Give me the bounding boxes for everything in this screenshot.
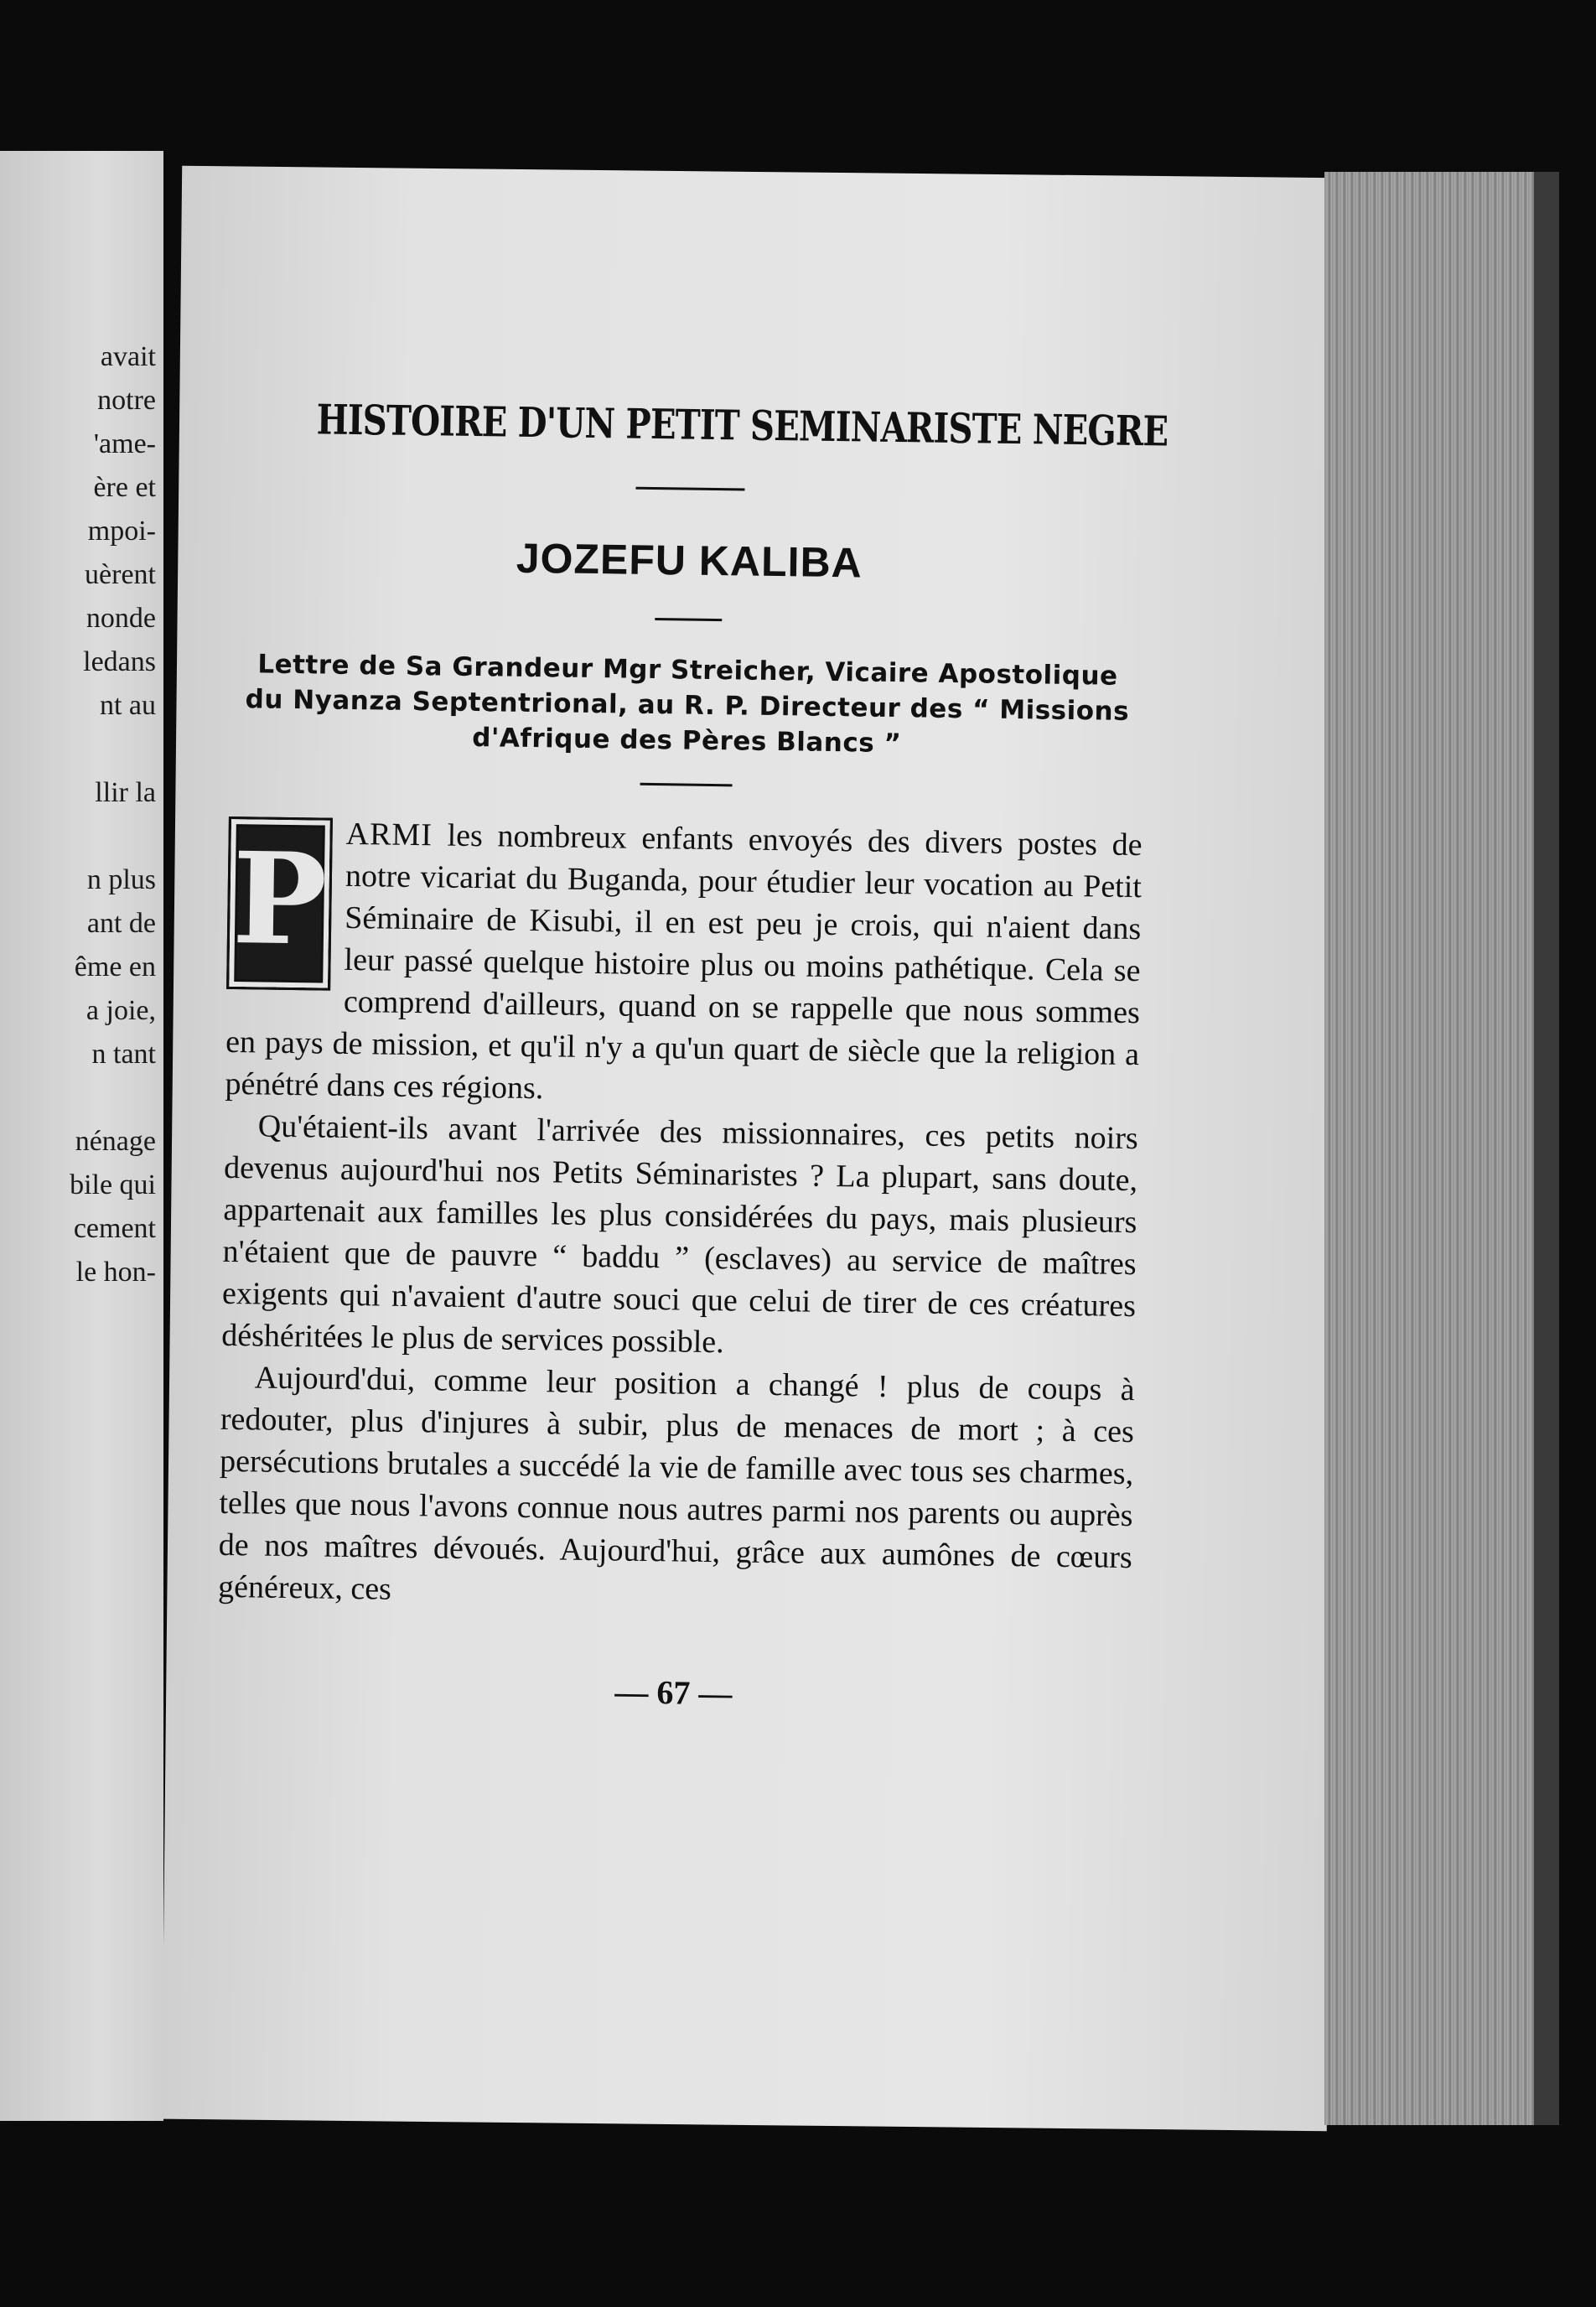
article xyxy=(216,394,1168,1719)
left-facing-page xyxy=(0,151,163,2121)
paragraph-1 xyxy=(225,811,1143,1117)
page-block-edge xyxy=(1324,172,1534,2125)
drop-cap-letter: P xyxy=(226,817,333,991)
left-line: ère et xyxy=(93,472,156,503)
left-line: ême en xyxy=(74,951,156,982)
left-line: avait xyxy=(100,341,156,372)
divider-rule xyxy=(640,783,733,787)
left-line: nénage xyxy=(75,1126,156,1157)
left-line: n plus xyxy=(86,864,156,895)
left-page-text xyxy=(3,335,163,1294)
left-line: le hon- xyxy=(75,1257,156,1288)
left-line: a joie, xyxy=(86,995,156,1026)
left-line: ant de xyxy=(86,908,156,939)
left-line: n tant xyxy=(91,1039,156,1070)
left-line: 'ame- xyxy=(93,428,156,459)
left-line: nt au xyxy=(99,690,156,721)
left-line: llir la xyxy=(95,777,156,808)
paragraph-2: Qu'étaient-ils avant l'arrivée des missionnaires, ces petits noirs devenus aujourd'hui nos Petits Séminaristes ? La plupart, sans doute, appartenait aux familles les plus considérées du pays, mais plusieurs n'étaient que de pauvre “ baddu ” (esclaves) au service de maîtres exigents qui n'avaient d'autre souci que celui de tirer de ces créatures déshéritées le plus de services possible. xyxy=(221,1108,1138,1361)
article-subtitle: Lettre de Sa Grandeur Mgr Streicher, Vicaire Apostolique du Nyanza Septentrional, au R. P. Directeur des “ Missions d'Afrique des Pères Blancs ” xyxy=(245,649,1130,759)
left-line: cement xyxy=(73,1213,156,1244)
divider-rule xyxy=(655,618,722,621)
left-line xyxy=(3,728,163,771)
left-line: ledans xyxy=(83,646,156,677)
article-body xyxy=(218,811,1143,1620)
left-line xyxy=(3,815,163,858)
left-line: notre xyxy=(97,385,156,416)
cover-edge xyxy=(1534,172,1559,2125)
left-line: mpoi- xyxy=(87,516,156,547)
paragraph-3: Aujourd'dui, comme leur position a changé ! plus de coups à redouter, plus d'injures à subir, plus de menaces de mort ; à ces persécutions brutales a succédé la vie de famille avec tous ses charmes, telles que nous l'avons connue nous autres parmi nos parents ou auprès de nos maîtres dévoués. Aujourd'hui, grâce aux aumônes de cœurs généreux, ces xyxy=(217,1360,1135,1607)
left-line xyxy=(3,1076,163,1120)
paragraph-1-text: les nombreux enfants envoyés des divers postes de notre vicariat du Buganda, pour étudier leur vocation au Petit Séminaire de Kisubi, il en est peu je crois, qui n'aient dans leur passé quelque histoire plus ou moins pathétique. Cela se comprend d'ailleurs, quand on se rappelle que nous sommes en pays de mission, et qu'il n'y a qu'un quart de siècle que la religion a pénétré dans ces régions. xyxy=(225,817,1143,1107)
paragraph-1-lead: ARMI xyxy=(345,816,433,853)
article-name: JOZEFU KALIBA xyxy=(516,534,863,587)
left-line: bile qui xyxy=(70,1169,156,1200)
left-line: uèrent xyxy=(85,559,156,590)
left-line: nonde xyxy=(86,603,156,634)
article-title: HISTOIRE D'UN PETIT SEMINARISTE NEGRE xyxy=(316,395,1168,456)
divider-rule xyxy=(635,487,744,491)
page-number: — 67 — xyxy=(614,1672,733,1713)
